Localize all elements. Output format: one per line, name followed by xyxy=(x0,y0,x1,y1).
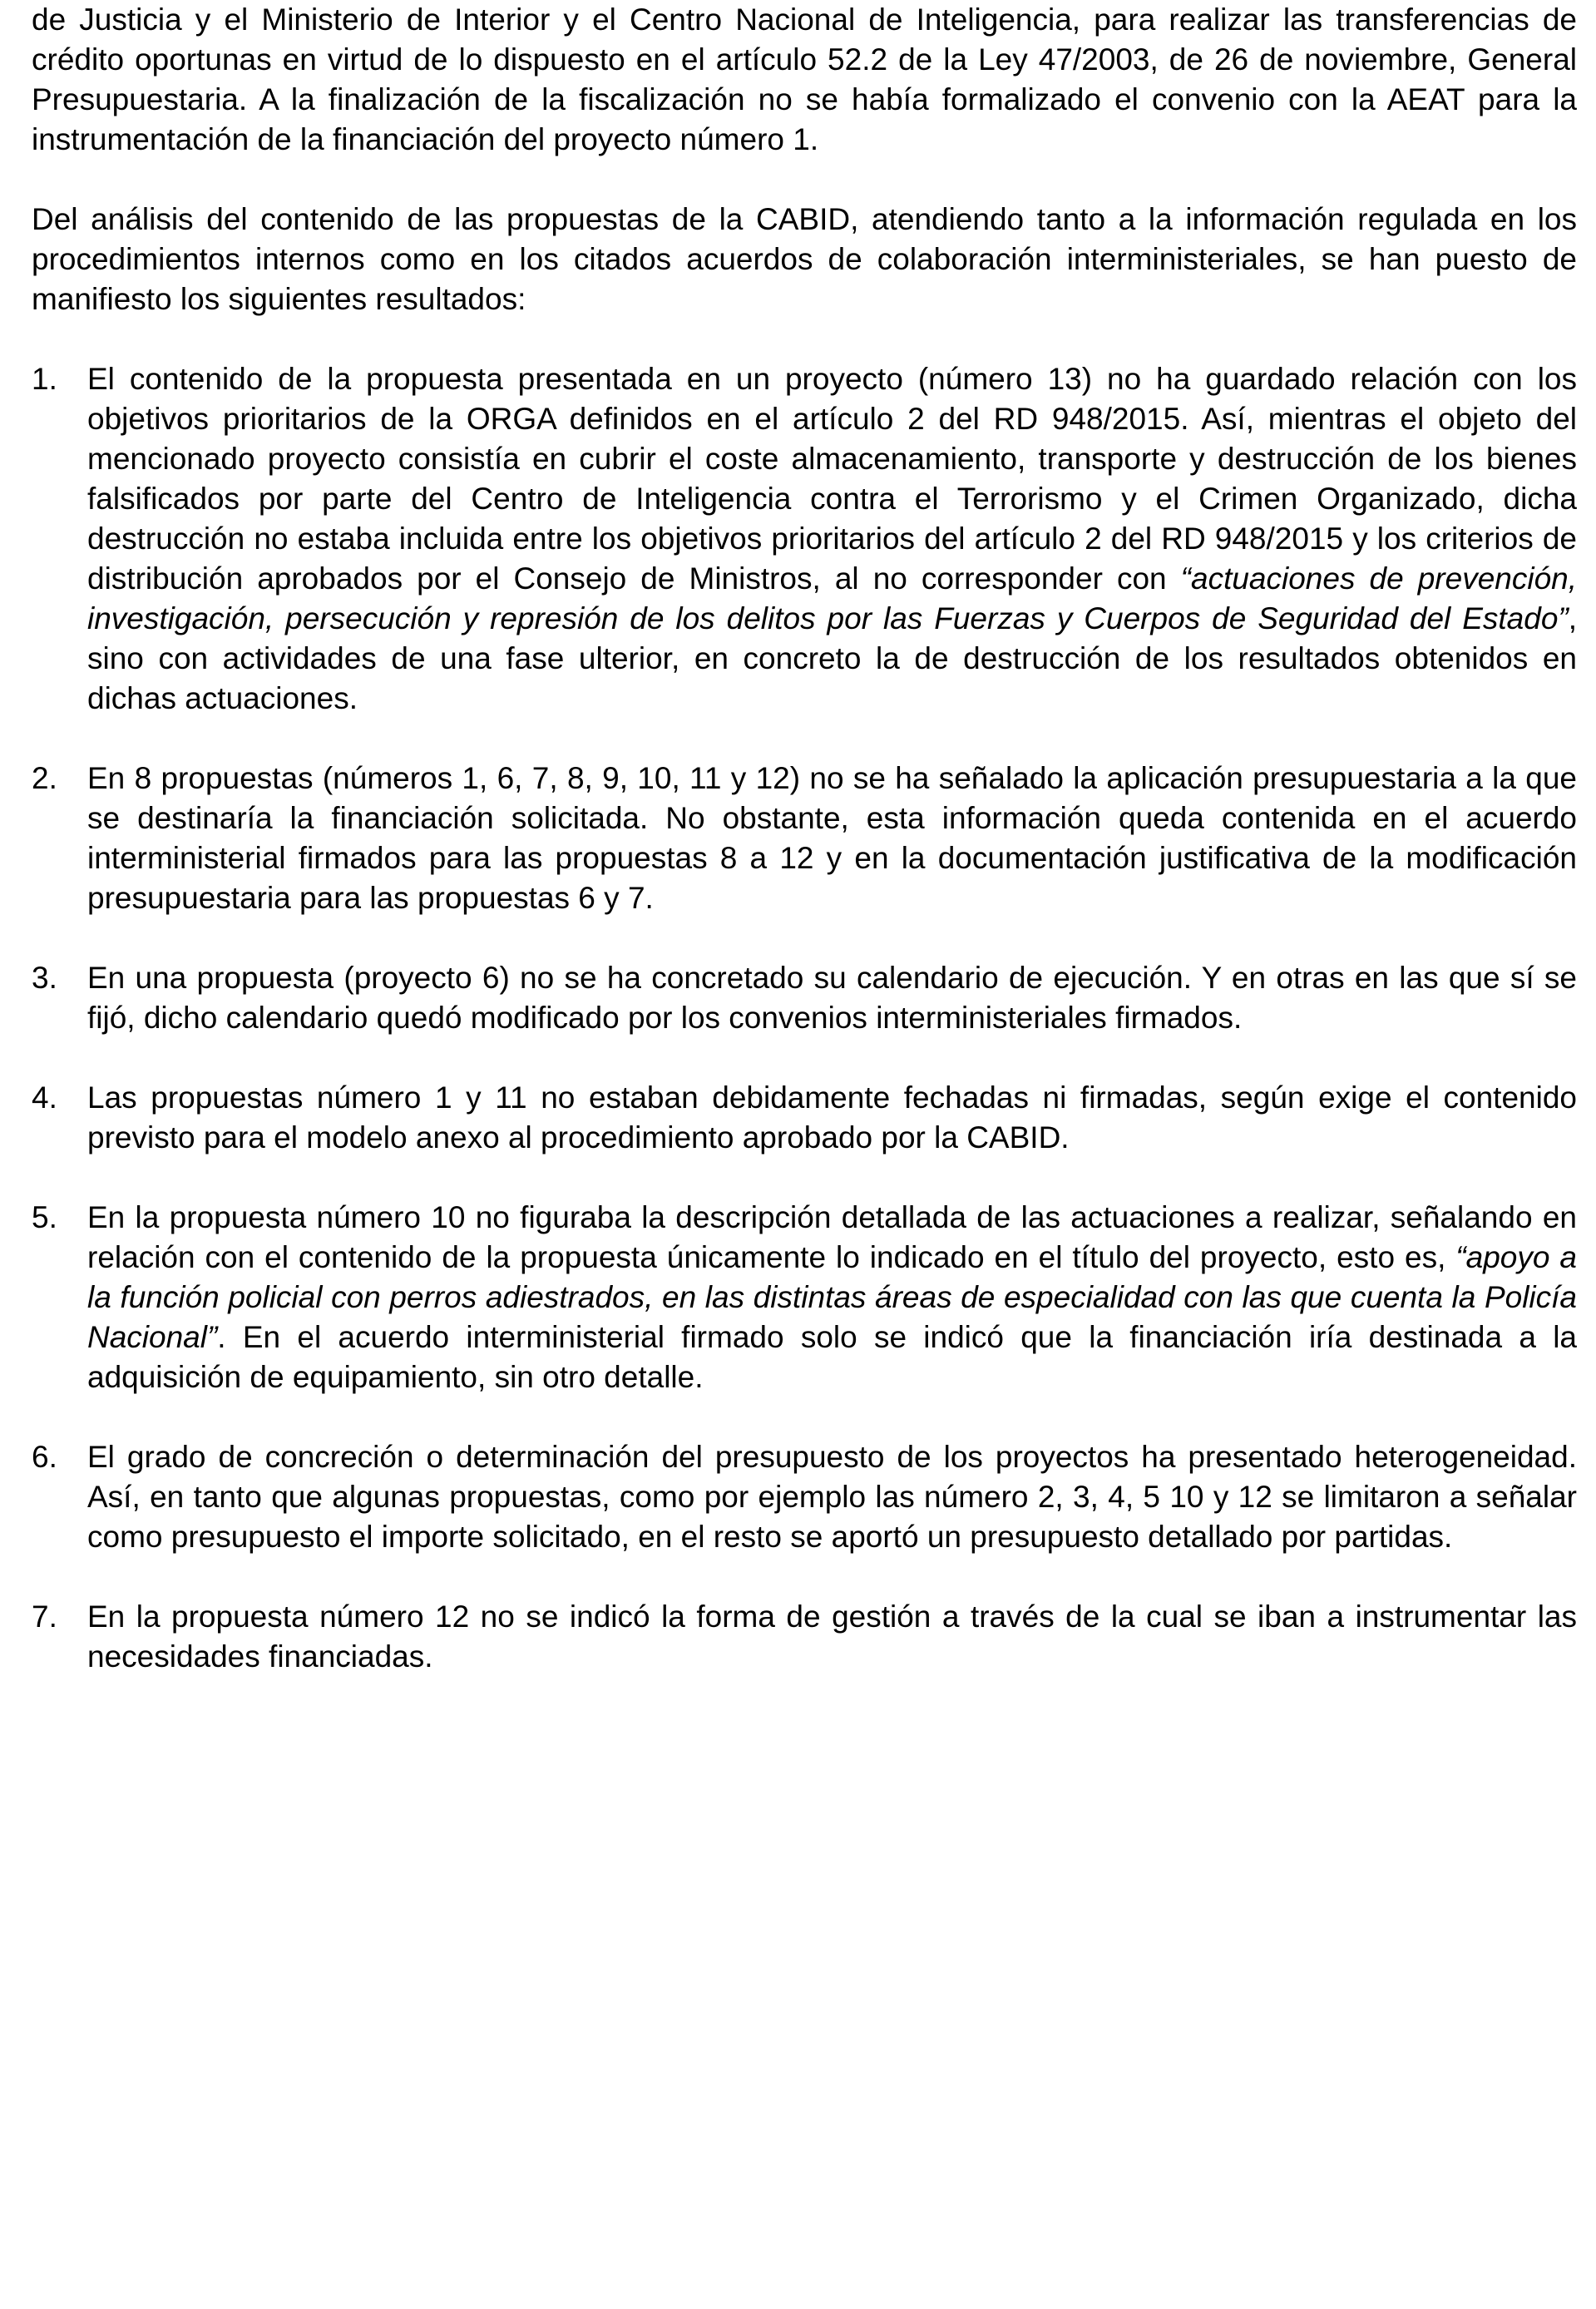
list-item-number: 6. xyxy=(32,1440,57,1474)
list-item-number: 1. xyxy=(32,362,57,396)
text-segment: . En el acuerdo interministerial firmado solo se indicó que la financiación iría destinada a la adquisición de equipamiento, sin otro detalle. xyxy=(87,1320,1577,1394)
list-item-text xyxy=(87,1597,1577,1677)
list-item-text xyxy=(87,958,1577,1038)
list-item-text xyxy=(87,759,1577,918)
list-item-number: 5. xyxy=(32,1200,57,1234)
text-segment: , sino con actividades de una fase ulterior, en concreto la de destrucción de los resultados obtenidos en dichas actuaciones. xyxy=(87,601,1577,715)
results-list xyxy=(32,359,1577,1677)
text-segment: En la propuesta número 10 no figuraba la descripción detallada de las actuaciones a realizar, señalando en relación con el contenido de la propuesta únicamente lo indicado en el título del proyecto, esto es, xyxy=(87,1200,1577,1274)
list-item xyxy=(32,1198,1577,1397)
list-item xyxy=(32,1078,1577,1158)
text-segment: Las propuestas número 1 y 11 no estaban debidamente fechadas ni firmadas, según exige el contenido previsto para el modelo anexo al procedimiento aprobado por la CABID. xyxy=(87,1080,1577,1154)
text-segment: En la propuesta número 12 no se indicó la forma de gestión a través de la cual se iban a instrumentar las necesidades financiadas. xyxy=(87,1599,1577,1674)
italic-quote: “apoyo a la función policial con perros adiestrados, en las distintas áreas de especialidad con las que cuenta la Policía Nacional” xyxy=(87,1240,1577,1354)
list-item-number: 2. xyxy=(32,761,57,795)
list-item-text xyxy=(87,1198,1577,1397)
list-item-text xyxy=(87,1437,1577,1557)
list-item-number: 4. xyxy=(32,1080,57,1115)
list-item xyxy=(32,958,1577,1038)
paragraph-analysis-intro: Del análisis del contenido de las propuestas de la CABID, atendiendo tanto a la información regulada en los procedimientos internos como en los citados acuerdos de colaboración interministeriales, se han puesto de manifiesto los siguientes resultados: xyxy=(32,202,1577,316)
list-item-number: 3. xyxy=(32,961,57,995)
list-item xyxy=(32,759,1577,918)
paragraph-continuation: de Justicia y el Ministerio de Interior y el Centro Nacional de Inteligencia, para realizar las transferencias de crédito oportunas en virtud de lo dispuesto en el artículo 52.2 de la Ley 47/2003, de 26 de noviembre, General Presupuestaria. A la finalización de la fiscalización no se había formalizado el convenio con la AEAT para la instrumentación de la financiación del proyecto número 1. xyxy=(32,2,1577,156)
list-item xyxy=(32,1597,1577,1677)
italic-quote: “actuaciones de prevención, investigación, persecución y represión de los delitos por las Fuerzas y Cuerpos de Seguridad del Estado” xyxy=(87,561,1578,635)
list-item xyxy=(32,1437,1577,1557)
list-item-text xyxy=(87,359,1577,719)
list-item xyxy=(32,359,1577,719)
list-item-number: 7. xyxy=(32,1599,57,1634)
text-segment: En 8 propuestas (números 1, 6, 7, 8, 9, 10, 11 y 12) no se ha señalado la aplicación presupuestaria a la que se destinaría la financiación solicitada. No obstante, esta información queda contenida en el acuerdo interministerial firmados para las propuestas 8 a 12 y en la documentación justificativa de la modificación presupuestaria para las propuestas 6 y 7. xyxy=(87,761,1577,915)
text-segment: En una propuesta (proyecto 6) no se ha concretado su calendario de ejecución. Y en otras en las que sí se fijó, dicho calendario quedó modificado por los convenios interministeriales firmados. xyxy=(87,961,1577,1035)
document-page xyxy=(32,0,1577,1717)
list-item-text xyxy=(87,1078,1577,1158)
text-segment: El contenido de la propuesta presentada en un proyecto (número 13) no ha guardado relación con los objetivos prioritarios de la ORGA definidos en el artículo 2 del RD 948/2015. Así, mientras el objeto del mencionado proyecto consistía en cubrir el coste almacenamiento, transporte y destrucción de los bienes falsificados por parte del Centro de Inteligencia contra el Terrorismo y el Crimen Organizado, dicha destrucción no estaba incluida entre los objetivos prioritarios del artículo 2 del RD 948/2015 y los criterios de distribución aprobados por el Consejo de Ministros, al no corresponder con xyxy=(87,362,1577,596)
text-segment: El grado de concreción o determinación del presupuesto de los proyectos ha presentado heterogeneidad. Así, en tanto que algunas propuestas, como por ejemplo las número 2, 3, 4, 5 10 y 12 se limitaron a señalar como presupuesto el importe solicitado, en el resto se aportó un presupuesto detallado por partidas. xyxy=(87,1440,1577,1554)
